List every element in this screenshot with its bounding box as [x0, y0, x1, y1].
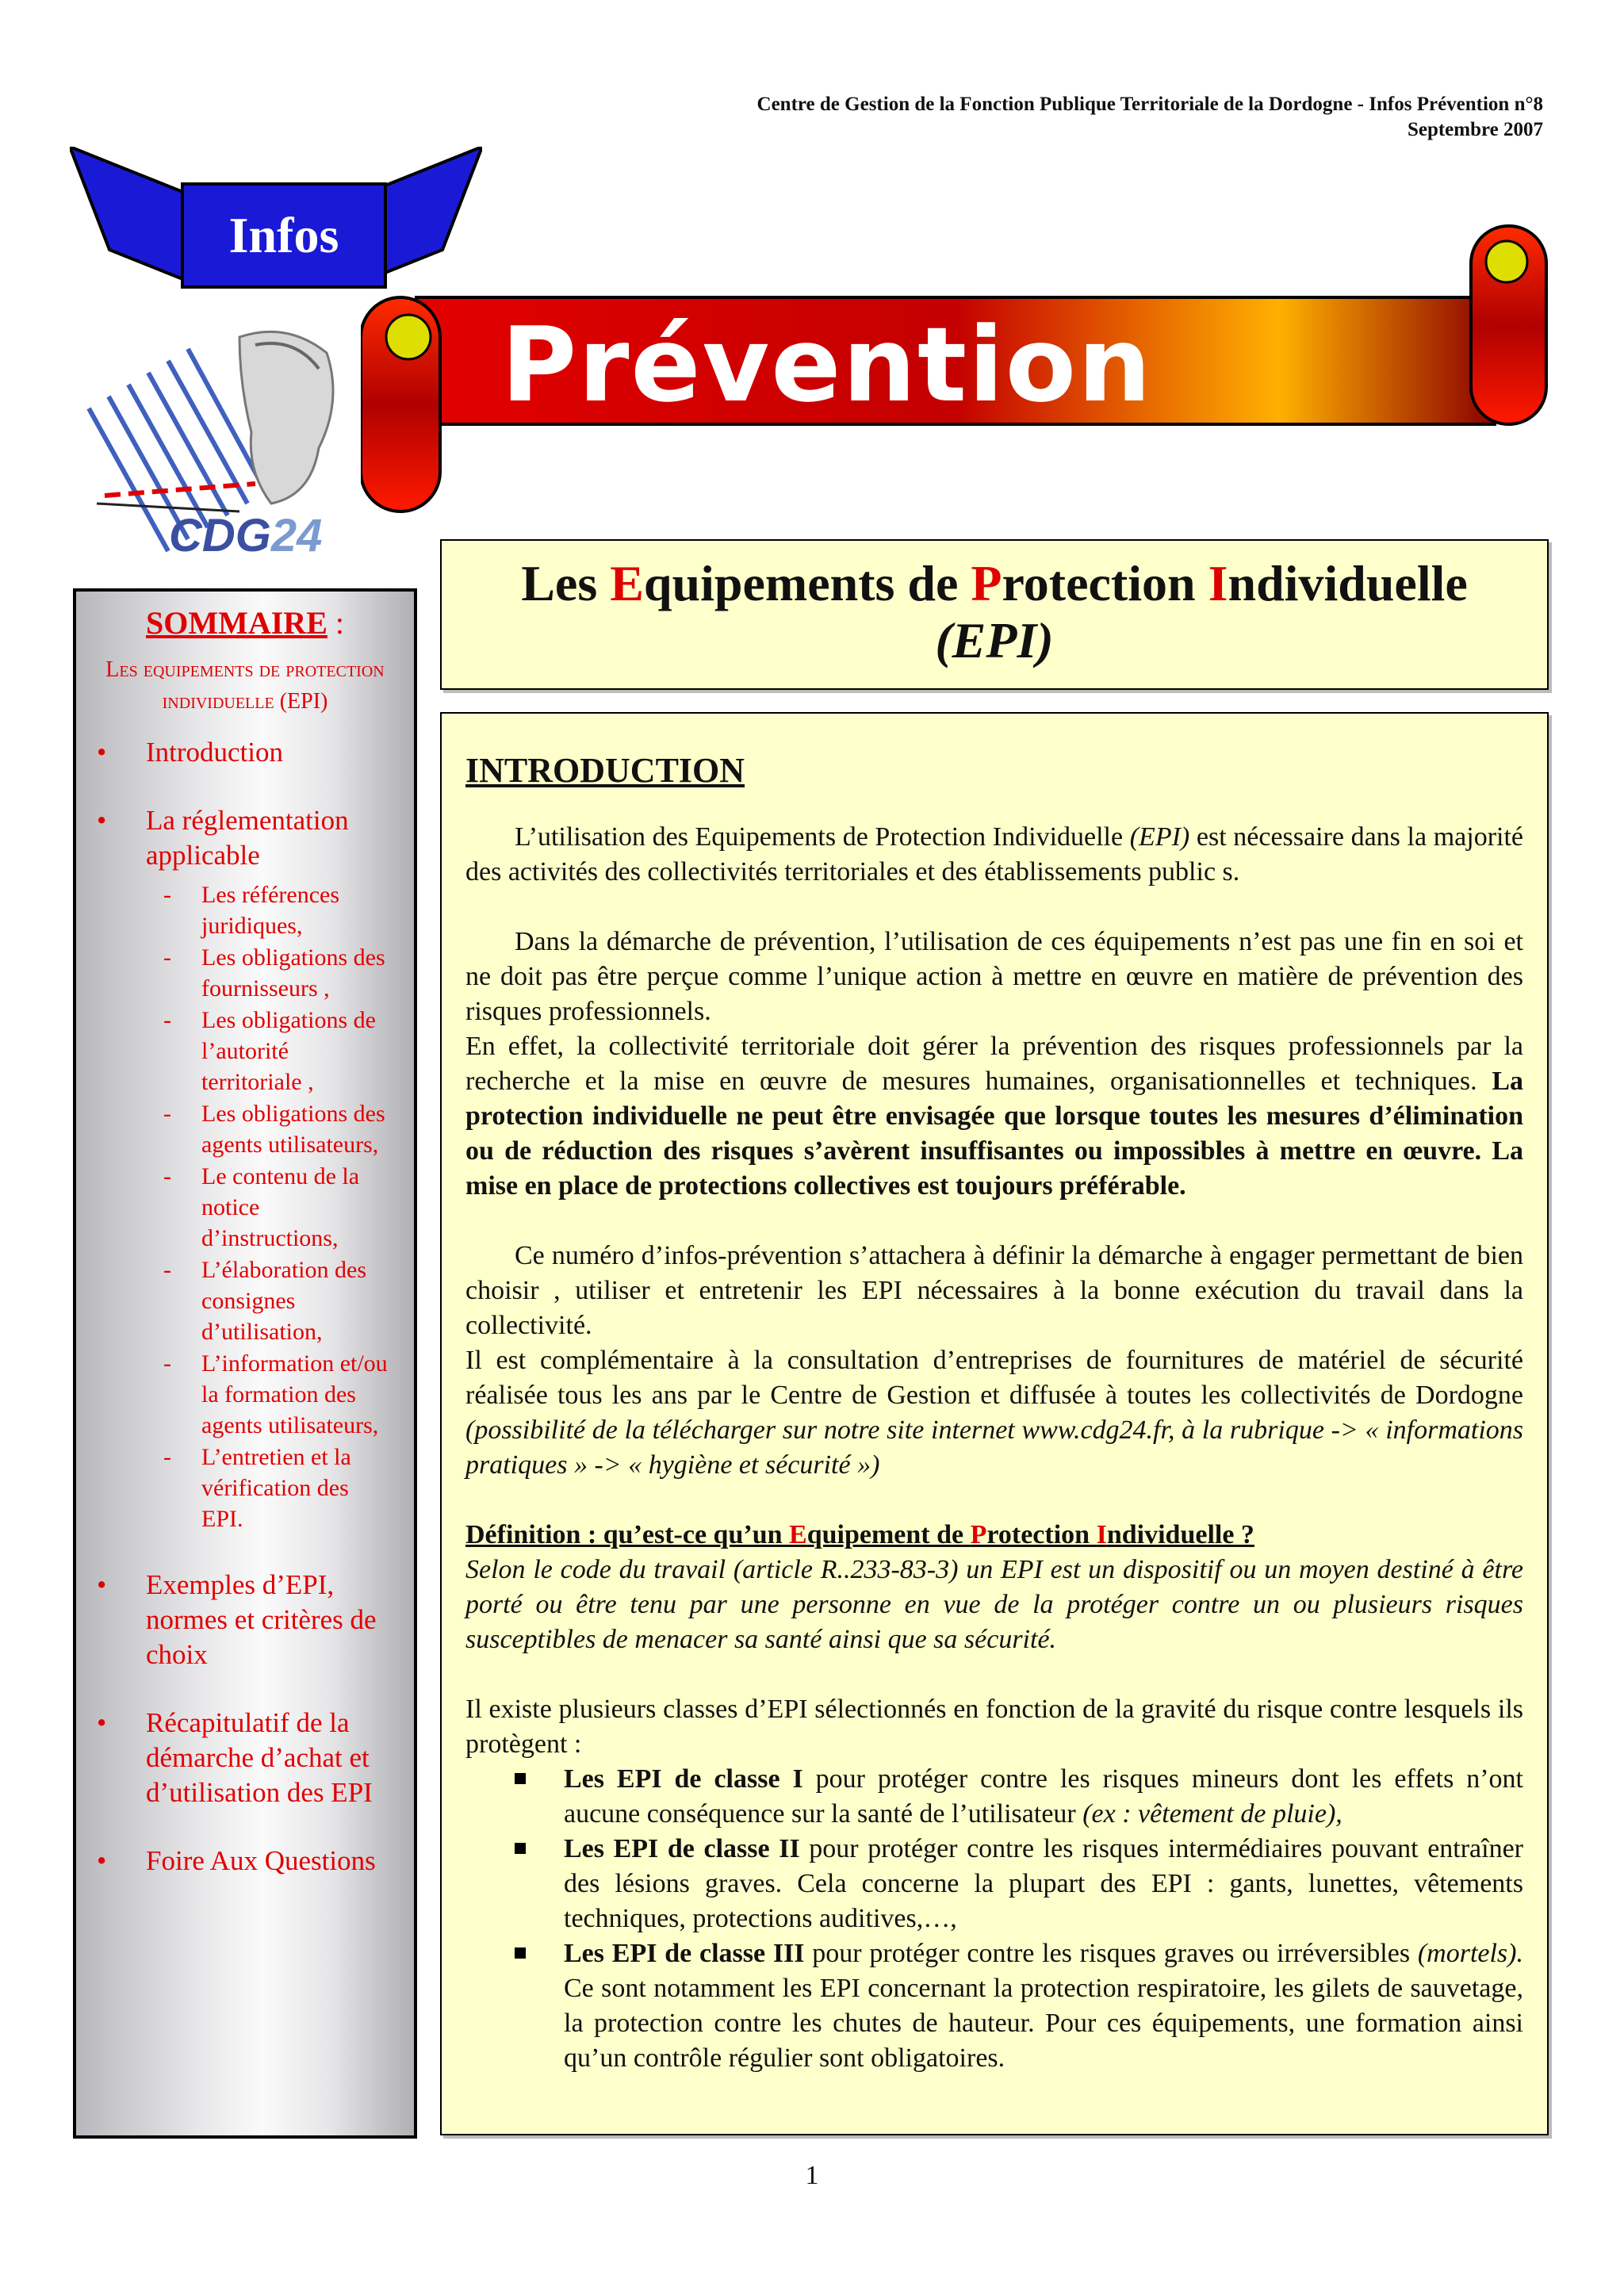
header-date: Septembre 2007: [1407, 119, 1543, 140]
sommaire-subitem[interactable]: - Les obligations de l’autorité territoriale ,: [163, 1007, 376, 1095]
article-title: Les Equipements de Protection Individuelle: [521, 555, 1468, 611]
definition-heading: Définition : qu’est-ce qu’un Equipement de Protection Individuelle ?: [465, 1520, 1254, 1549]
sommaire-subtitle: Les equipements de protection individuelle (EPI): [105, 657, 385, 714]
sommaire-title: [76, 604, 414, 641]
subitem-label: L’élaboration des consignes d’utilisation,: [201, 1257, 366, 1345]
paragraph-numero: Ce numéro d’infos-prévention s’attachera à définir la démarche à engager permettant de bien choisir , utiliser et entretenir les EPI nécessaires à la bonne exécution du travail dans la collectivité.: [465, 1241, 1523, 1340]
paragraph-en-effet: En effet, la collectivité territoriale doit gérer la prévention des risques professionnels par la recherche et la mise en œuvre de mesures humaines, organisationnelles et techniques. La protection individuelle ne peut être envisagée que lorsque toutes les mesures d’élimination ou de réduction des risques s’avèrent insuffisantes ou impossibles à mettre en œuvre. La mise en place de protections collectives est toujours préférable.: [465, 1032, 1523, 1201]
paragraph-usage: L’utilisation des Equipements de Protection Individuelle (EPI) est nécessaire dans la majorité des activités des collectivités territoriales et des établissements public s.: [465, 822, 1523, 887]
sommaire-item-faq[interactable]: • Foire Aux Questions: [97, 1845, 376, 1876]
article-title-box: [440, 539, 1549, 690]
logo-text: [169, 509, 322, 562]
sommaire-item-label: Récapitulatif de la démarche d’achat et d’utilisation des EPI: [146, 1707, 373, 1808]
sommaire-item-label: Foire Aux Questions: [146, 1845, 376, 1876]
sommaire-subitem[interactable]: - Les obligations des agents utilisateurs,: [163, 1101, 385, 1158]
sommaire-sidebar: [73, 588, 417, 2139]
article-title-acronym: (EPI): [935, 612, 1054, 668]
sommaire-subitem[interactable]: - L’information et/ou la formation des agents utilisateurs,: [163, 1350, 388, 1438]
infos-label: Infos: [228, 207, 339, 263]
subitem-label: Le contenu de la notice d’instructions,: [201, 1163, 360, 1251]
epi-class-1: Les EPI de classe I pour protéger contre les risques mineurs dont les effets n’ont aucune conséquence sur la santé de l’utilisateur (ex : vêtement de pluie),: [465, 1762, 1523, 1832]
subitem-label: Les obligations des fournisseurs ,: [201, 944, 385, 1001]
classes-intro: Il existe plusieurs classes d’EPI sélectionnés en fonction de la gravité du risque contre lesquels ils protègent :: [465, 1695, 1523, 1759]
header-line-1: Centre de Gestion de la Fonction Publique Territoriale de la Dordogne - Infos Prévention n°8: [756, 94, 1543, 115]
sommaire-sublist: [76, 879, 403, 1534]
epi-classes-list: [465, 1762, 1523, 2076]
sommaire-item-recapitulatif[interactable]: • Récapitulatif de la démarche d’achat et d’utilisation des EPI: [97, 1707, 373, 1808]
introduction-heading: INTRODUCTION: [465, 751, 745, 790]
page-number: 1: [805, 2161, 819, 2190]
sommaire-subitem[interactable]: - Les références juridiques,: [163, 882, 340, 939]
page-header: [757, 92, 1543, 143]
definition-text: Selon le code du travail (article R..233-83-3) un EPI est un dispositif ou un moyen destiné à être porté ou être tenu par une personne en vue de la protéger contre un ou plusieurs risques susceptibles de menacer sa santé ainsi que sa sécurité.: [465, 1555, 1523, 1654]
sommaire-subitem[interactable]: - Le contenu de la notice d’instructions,: [163, 1163, 360, 1251]
sommaire-colon: :: [327, 605, 344, 641]
main-content-box: [440, 712, 1549, 2135]
sommaire-item-label: La réglementation applicable: [146, 805, 349, 871]
subitem-label: L’information et/ou la formation des agents utilisateurs,: [201, 1350, 388, 1438]
sommaire-item-exemples[interactable]: • Exemples d’EPI, normes et critères de choix: [97, 1569, 377, 1670]
sommaire-item-introduction[interactable]: • Introduction: [97, 737, 284, 768]
prevention-title: Prévention: [501, 304, 1153, 425]
logo-cdg: CDG: [169, 510, 271, 561]
sommaire-subitem[interactable]: - L’entretien et la vérification des EPI.: [163, 1444, 351, 1532]
subitem-label: Les références juridiques,: [201, 882, 340, 939]
sommaire-subitem[interactable]: - L’élaboration des consignes d’utilisation,: [163, 1257, 366, 1345]
subitem-label: Les obligations de l’autorité territoriale ,: [201, 1007, 376, 1095]
epi-class-2: Les EPI de classe II pour protéger contre les risques intermédiaires pouvant entraîner des lésions graves. Cela concerne la plupart des EPI : gants, lunettes, vêtements techniques, protections auditives,…,: [465, 1832, 1523, 1936]
logo-24: 24: [270, 510, 323, 561]
sommaire-item-label: Introduction: [146, 737, 284, 768]
sommaire-list: [76, 735, 414, 1878]
subitem-label: L’entretien et la vérification des EPI.: [201, 1444, 351, 1532]
sommaire-item-reglementation[interactable]: • La réglementation applicable - Les références juridiques, - Les obligations des fournisseurs , - Les obligations de l’autorité territoriale , - Les obligations des agents utilisateurs, - Le contenu de la notice d’instructions, - L’élaboration des consignes d’utilisation, - L’information et/ou la formation des agents utilisateurs, - L’entretien et la vérification des EPI.: [76, 803, 414, 1534]
paragraph-demarche: Dans la démarche de prévention, l’utilisation de ces équipements n’est pas une fin en soi et ne doit pas être perçue comme l’unique action à mettre en œuvre en matière de prévention des risques professionnels.: [465, 927, 1523, 1026]
epi-class-3: Les EPI de classe III pour protéger contre les risques graves ou irréversibles (mortels). Ce sont notamment les EPI concernant la protection respiratoire, les gilets de sauvetage, la protection contre les chutes de hauteur. Pour ces équipements, une formation ainsi qu’un contrôle régulier sont obligatoires.: [465, 1936, 1523, 2076]
sommaire-heading: SOMMAIRE: [145, 605, 327, 641]
paragraph-complementaire: Il est complémentaire à la consultation d’entreprises de fournitures de matériel de sécurité réalisée tous les ans par le Centre de Gestion et diffusée à toutes les collectivités de Dordogne (possibilité de la télécharger sur notre site internet www.cdg24.fr, à la rubrique -> « informations pratiques » -> « hygiène et sécurité »): [465, 1346, 1523, 1480]
subitem-label: Les obligations des agents utilisateurs,: [201, 1101, 385, 1158]
sommaire-subitem[interactable]: - Les obligations des fournisseurs ,: [163, 944, 385, 1001]
infos-label-box: [181, 182, 387, 289]
sommaire-item-label: Exemples d’EPI, normes et critères de choix: [146, 1569, 377, 1670]
